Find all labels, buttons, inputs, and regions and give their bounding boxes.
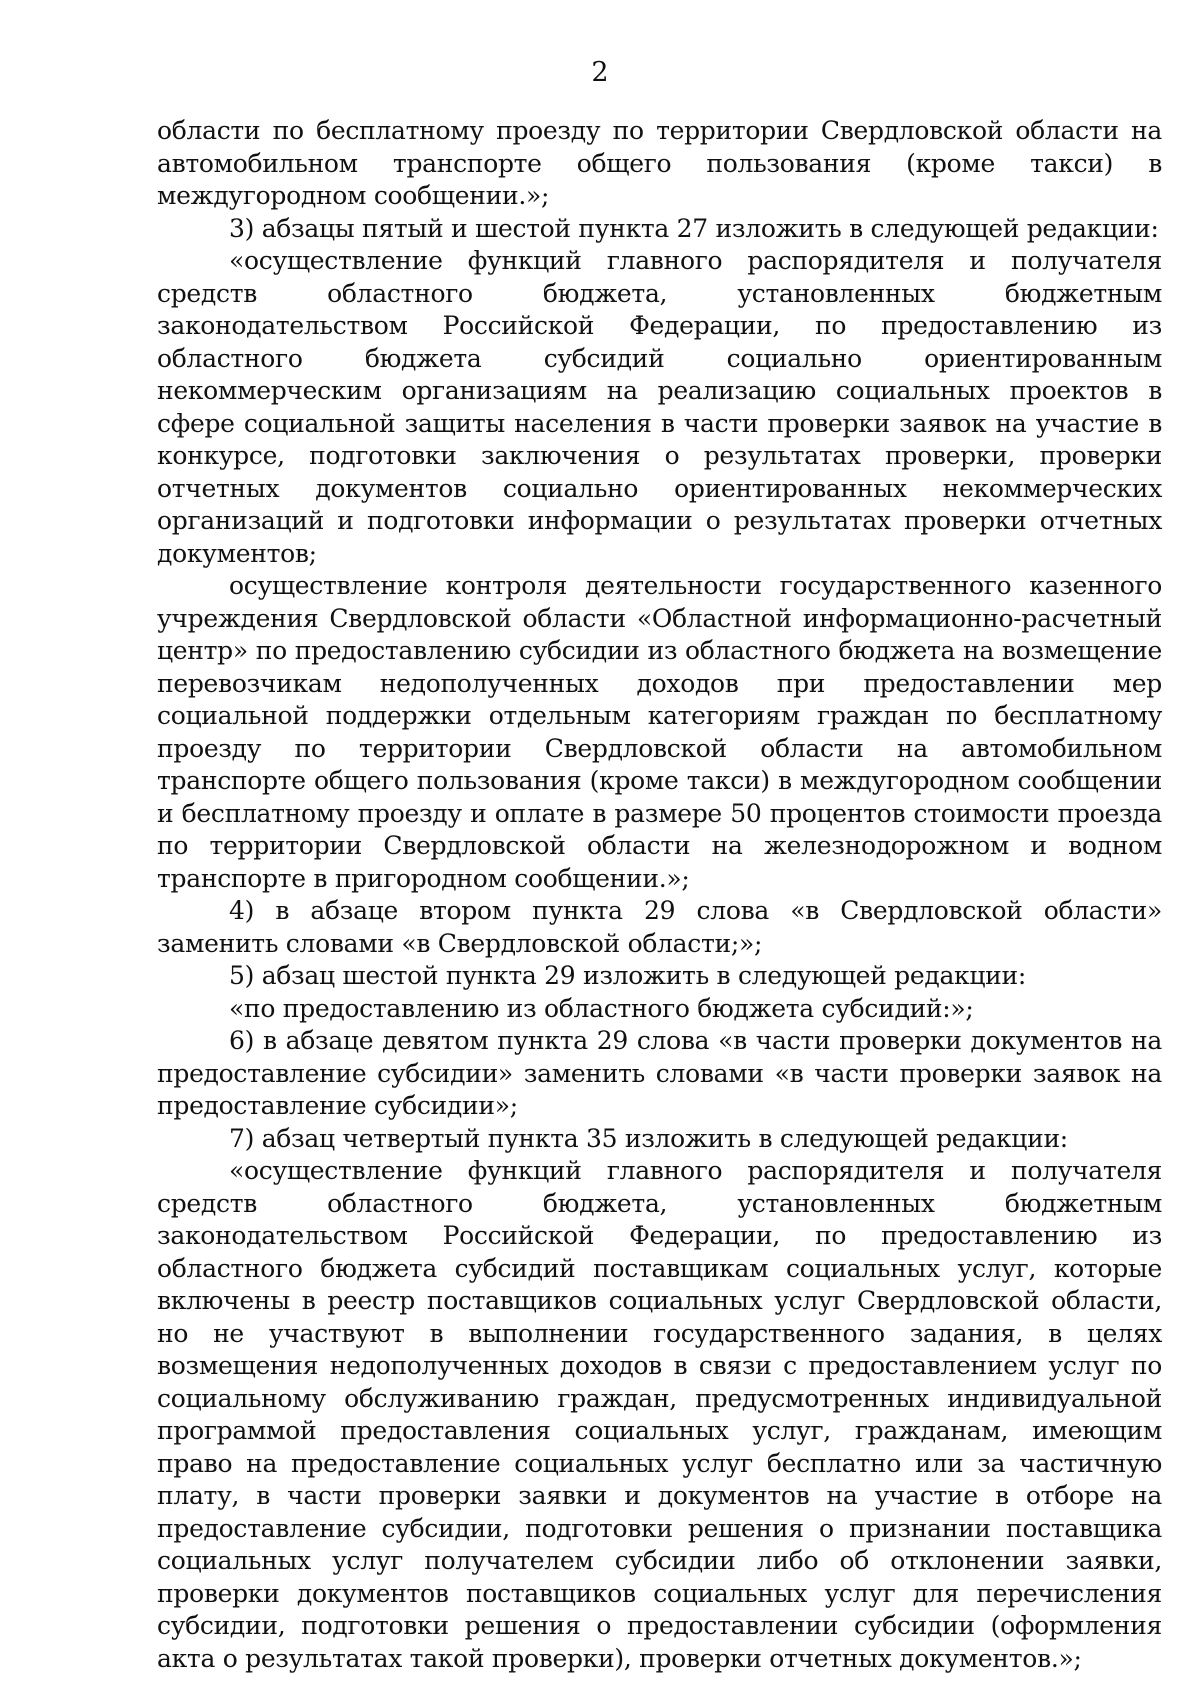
paragraph-quote-subsidies: «по предоставлению из областного бюджета субсидий:»; [229,993,974,1023]
paragraph-item-5: 5) абзац шестой пункта 29 изложить в следующей редакции: [229,961,1026,990]
paragraph-item-6: 6) в абзаце девятом пункта 29 слова «в части проверки документов на предоставление субсидии» заменить словами «в части проверки заявок на предоставление субсидии»; [157,1026,1162,1120]
document-body [157,115,1162,1675]
page-number: 2 [591,57,609,88]
paragraph-item-4: 4) в абзаце втором пункта 29 слова «в Свердловской области» заменить словами «в Свердловской области;»; [157,896,1162,958]
paragraph-item-7: 7) абзац четвертый пункта 35 изложить в следующей редакции: [229,1123,1068,1153]
paragraph-quote-providers: «осуществление функций главного распорядителя и получателя средств областного бюджета, установленных бюджетным законодательством Российской Федерации, по предоставлению из областного бюджета субсидий поставщикам социальных услуг, которые включены в реестр поставщиков социальных услуг Свердловской области, но не участвуют в выполнении государственного задания, в целях возмещения недополученных доходов в связи с предоставлением услуг по социальному обслуживанию граждан, предусмотренных индивидуальной программой предоставления социальных услуг, гражданам, имеющим право на предоставление социальных услуг бесплатно или за частичную плату, в части проверки заявки и документов на участие в отборе на предоставление субсидии, подготовки решения о признании поставщика социальных услуг получателем субсидии либо об отклонении заявки, проверки документов поставщиков социальных услуг для перечисления субсидии, подготовки решения о предоставлении субсидии (оформления акта о результатах такой проверки), проверки отчетных документов.»; [157,1156,1162,1673]
paragraph-quote-functions: «осуществление функций главного распорядителя и получателя средств областного бюджета, установленных бюджетным законодательством Российской Федерации, по предоставлению из областного бюджета субсидий социально ориентированным некоммерческим организациям на реализацию социальных проектов в сфере социальной защиты населения в части проверки заявок на участие в конкурсе, подготовки заключения о результатах проверки, проверки отчетных документов социально ориентированных некоммерческих организаций и подготовки информации о результатах проверки отчетных документов; [157,246,1162,568]
paragraph-control: осуществление контроля деятельности государственного казенного учреждения Свердловской области «Областной информационно-расчетный центр» по предоставлению субсидии из областного бюджета на возмещение перевозчикам недополученных доходов при предоставлении мер социальной поддержки отдельным категориям граждан по бесплатному проезду по территории Свердловской области на автомобильном транспорте общего пользования (кроме такси) в междугородном сообщении и бесплатному проезду и оплате в размере 50 процентов стоимости проезда по территории Свердловской области на железнодорожном и водном транспорте в пригородном сообщении.»; [157,571,1162,893]
paragraph-continuation: области по бесплатному проезду по территории Свердловской области на автомобильном транспорте общего пользования (кроме такси) в междугородном сообщении.»; [157,116,1162,210]
paragraph-item-3: 3) абзацы пятый и шестой пункта 27 изложить в следующей редакции: [229,213,1159,243]
